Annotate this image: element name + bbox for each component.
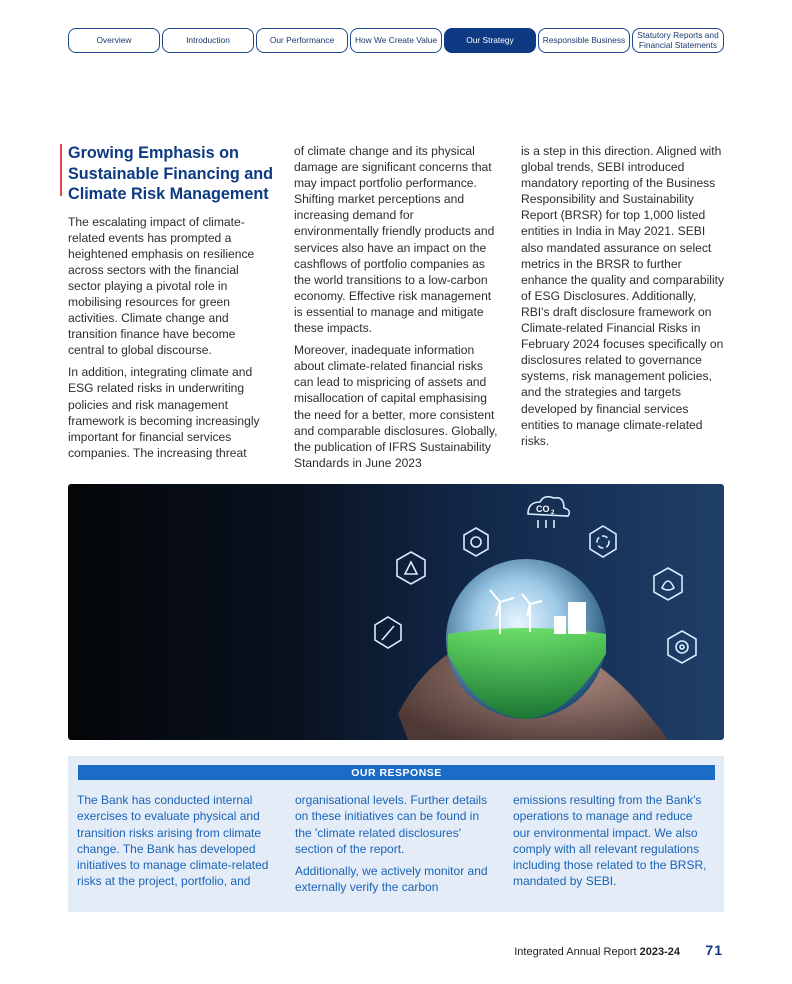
- article-paragraph: Moreover, inadequate information about climate-related financial risks can lead to mispricing of assets and misallocation of capital emphasising the need for a better, more consistent and comparable disclosures. Globally, the publication of IFRS Sustainability Standards in June 2023: [294, 343, 498, 470]
- our-response-box: [68, 756, 724, 912]
- tab-overview[interactable]: Overview: [68, 28, 160, 53]
- response-paragraph: emissions resulting from the Bank's operations to manage and reduce our environmental impact. We also comply with all relevant regulations including those related to the BRSR, mandated by SEBI.: [513, 793, 707, 889]
- response-paragraph: organisational levels. Further details on these initiatives can be found in the 'climate related disclosures' section of the report.: [295, 793, 488, 856]
- recycle-icon: [397, 552, 425, 584]
- page-footer: [450, 942, 725, 962]
- response-column-3: [513, 792, 713, 896]
- response-column-2: [295, 792, 495, 902]
- footer-report-year: 2023-24: [639, 946, 680, 958]
- climate-globe-image: [68, 484, 724, 740]
- article-column-2: [294, 143, 500, 477]
- article-paragraph: is a step in this direction. Aligned with global trends, SEBI introduced mandatory reporting of the Business Responsibility and Sustainability Report (BRSR) for top 1,000 listed entities in India in May 2021. SEBI also mandated assurance on select metrics in the BRSR to further enhance the quality and comparability of ESG Disclosures. Additionally, RBI's draft disclosure framework on Climate-related Financial Risks in February 2024 focuses specifically on disclosures related to governance systems, risk management policies, and the strategies and targets developed by financial services entities to manage climate-related risks.: [521, 144, 725, 448]
- section-nav: [68, 28, 725, 53]
- response-paragraph: The Bank has conducted internal exercises to evaluate physical and transition risks arising from climate change. The Bank has developed initiatives to manage climate-related risks at the project, portfolio, and: [77, 793, 269, 889]
- article-column-3: [521, 143, 727, 455]
- response-column-1: [77, 792, 277, 896]
- tab-our-performance[interactable]: Our Performance: [256, 28, 348, 53]
- article-paragraph: The escalating impact of climate-related events has prompted a heightened emphasis on resilience across sectors with the financial sector playing a pivotal role in mobilising resources for green activities. Climate change and transition finance have become central to global discourse.: [68, 214, 255, 358]
- footer-report-name: Integrated Annual Report: [514, 946, 637, 958]
- article-column-1: [68, 143, 274, 467]
- tab-statutory-reports[interactable]: Statutory Reports and Financial Statements: [632, 28, 724, 53]
- footer-report-title: [514, 946, 680, 958]
- tab-how-we-create-value[interactable]: How We Create Value: [350, 28, 442, 53]
- article-heading: [68, 143, 274, 205]
- response-paragraph: Additionally, we actively monitor and externally verify the carbon: [295, 864, 488, 895]
- heading-accent-bar: [60, 144, 62, 196]
- climate-globe-illustration: [68, 484, 724, 740]
- article-paragraph: of climate change and its physical damage are significant concerns that may impact portfolio performance. Shifting market perceptions and increasing demand for environmentally friendly products and services also have an impact on the cashflows of portfolio companies as the world transitions to a low-carbon economy. Effective risk management is essential to manage and mitigate these impacts.: [294, 144, 495, 336]
- article-heading-text: Growing Emphasis on Sustainable Financing and Climate Risk Management: [68, 144, 274, 203]
- target-icon: [668, 631, 696, 663]
- recycle-icon: [590, 526, 616, 557]
- globe-icon: [464, 528, 488, 556]
- leaf-icon: [654, 568, 682, 600]
- tab-our-strategy[interactable]: Our Strategy: [444, 28, 536, 53]
- page-number: 71: [705, 942, 723, 958]
- co2-label: CO: [536, 504, 550, 514]
- co2-subscript: 2: [551, 510, 555, 516]
- pen-icon: [375, 617, 401, 648]
- article-paragraph: In addition, integrating climate and ESG related risks in underwriting policies and risk management framework is becoming increasingly important for financial services companies. The increasing threat: [68, 365, 260, 460]
- tab-introduction[interactable]: Introduction: [162, 28, 254, 53]
- our-response-title: OUR RESPONSE: [78, 765, 715, 780]
- tab-responsible-business[interactable]: Responsible Business: [538, 28, 630, 53]
